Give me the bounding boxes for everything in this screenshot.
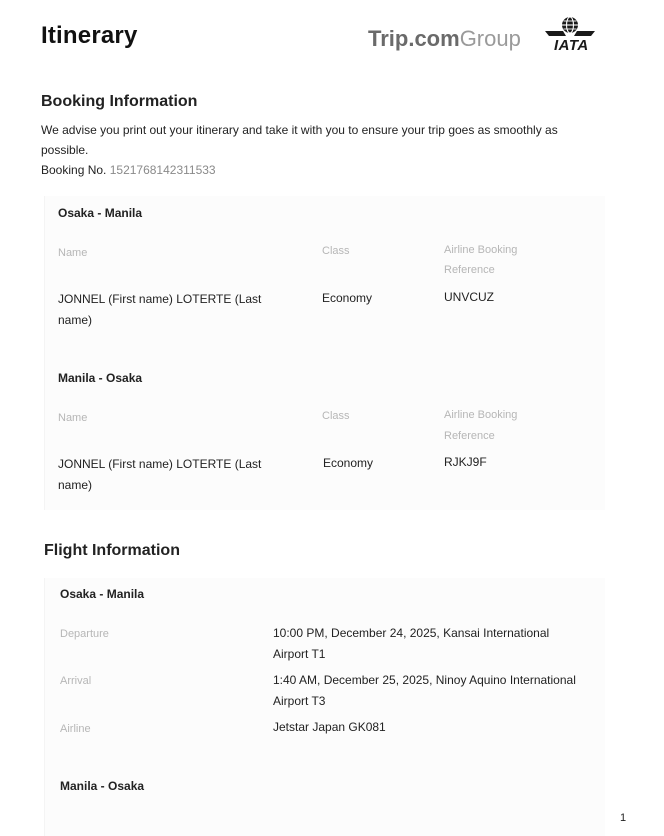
column-label-class: Class bbox=[322, 410, 350, 422]
flight-info-heading: Flight Information bbox=[44, 542, 180, 559]
booking-segment-route: Manila - Osaka bbox=[58, 371, 143, 385]
booking-number-label: Booking No. bbox=[41, 163, 107, 177]
column-label-name: Name bbox=[58, 247, 88, 259]
airline-label: Airline bbox=[60, 723, 91, 735]
passenger-name-line1: JONNEL (First name) LOTERTE (Last bbox=[58, 457, 262, 471]
passenger-name-line1: JONNEL (First name) LOTERTE (Last bbox=[58, 292, 262, 306]
column-label-class: Class bbox=[322, 245, 350, 257]
column-label-pnr-line2: Reference bbox=[444, 430, 495, 442]
booking-info-heading: Booking Information bbox=[41, 93, 198, 110]
booking-number bbox=[41, 160, 216, 180]
iata-text: IATA bbox=[554, 37, 589, 54]
passenger-class: Economy bbox=[323, 456, 374, 470]
column-label-pnr-line1: Airline Booking bbox=[444, 244, 518, 256]
page-title: Itinerary bbox=[41, 22, 138, 49]
passenger-name-line2: name) bbox=[58, 313, 93, 327]
brand-main-text: Trip.com bbox=[368, 26, 460, 51]
iata-logo bbox=[545, 14, 605, 56]
flight-route: Manila - Osaka bbox=[60, 779, 145, 793]
advice-text-line2: possible. bbox=[41, 143, 89, 157]
airline-booking-reference: UNVCUZ bbox=[444, 290, 494, 304]
arrival-value-line2: Airport T3 bbox=[273, 694, 326, 708]
column-label-pnr-line1: Airline Booking bbox=[444, 409, 518, 421]
departure-value-line1: 10:00 PM, December 24, 2025, Kansai International bbox=[273, 626, 550, 640]
airline-booking-reference: RJKJ9F bbox=[444, 455, 487, 469]
advice-text-line1: We advise you print out your itinerary and take it with you to ensure your trip goes as smoothly as bbox=[41, 123, 558, 137]
arrival-label: Arrival bbox=[60, 675, 92, 687]
passenger-name-line2: name) bbox=[58, 478, 93, 492]
column-label-name: Name bbox=[58, 412, 88, 424]
brand-sub-text: Group bbox=[459, 26, 521, 51]
passenger-class: Economy bbox=[322, 291, 373, 305]
page-number: 1 bbox=[620, 812, 627, 824]
booking-segment-route: Osaka - Manila bbox=[58, 206, 143, 220]
arrival-value-line1: 1:40 AM, December 25, 2025, Ninoy Aquino International bbox=[273, 673, 576, 687]
booking-number-value: 1521768142311533 bbox=[109, 163, 216, 177]
airline-value: Jetstar Japan GK081 bbox=[273, 720, 386, 734]
trip-com-group-logo bbox=[368, 26, 521, 52]
departure-label: Departure bbox=[60, 628, 109, 640]
column-label-pnr-line2: Reference bbox=[444, 264, 495, 276]
flight-route: Osaka - Manila bbox=[60, 587, 145, 601]
departure-value-line2: Airport T1 bbox=[273, 647, 326, 661]
